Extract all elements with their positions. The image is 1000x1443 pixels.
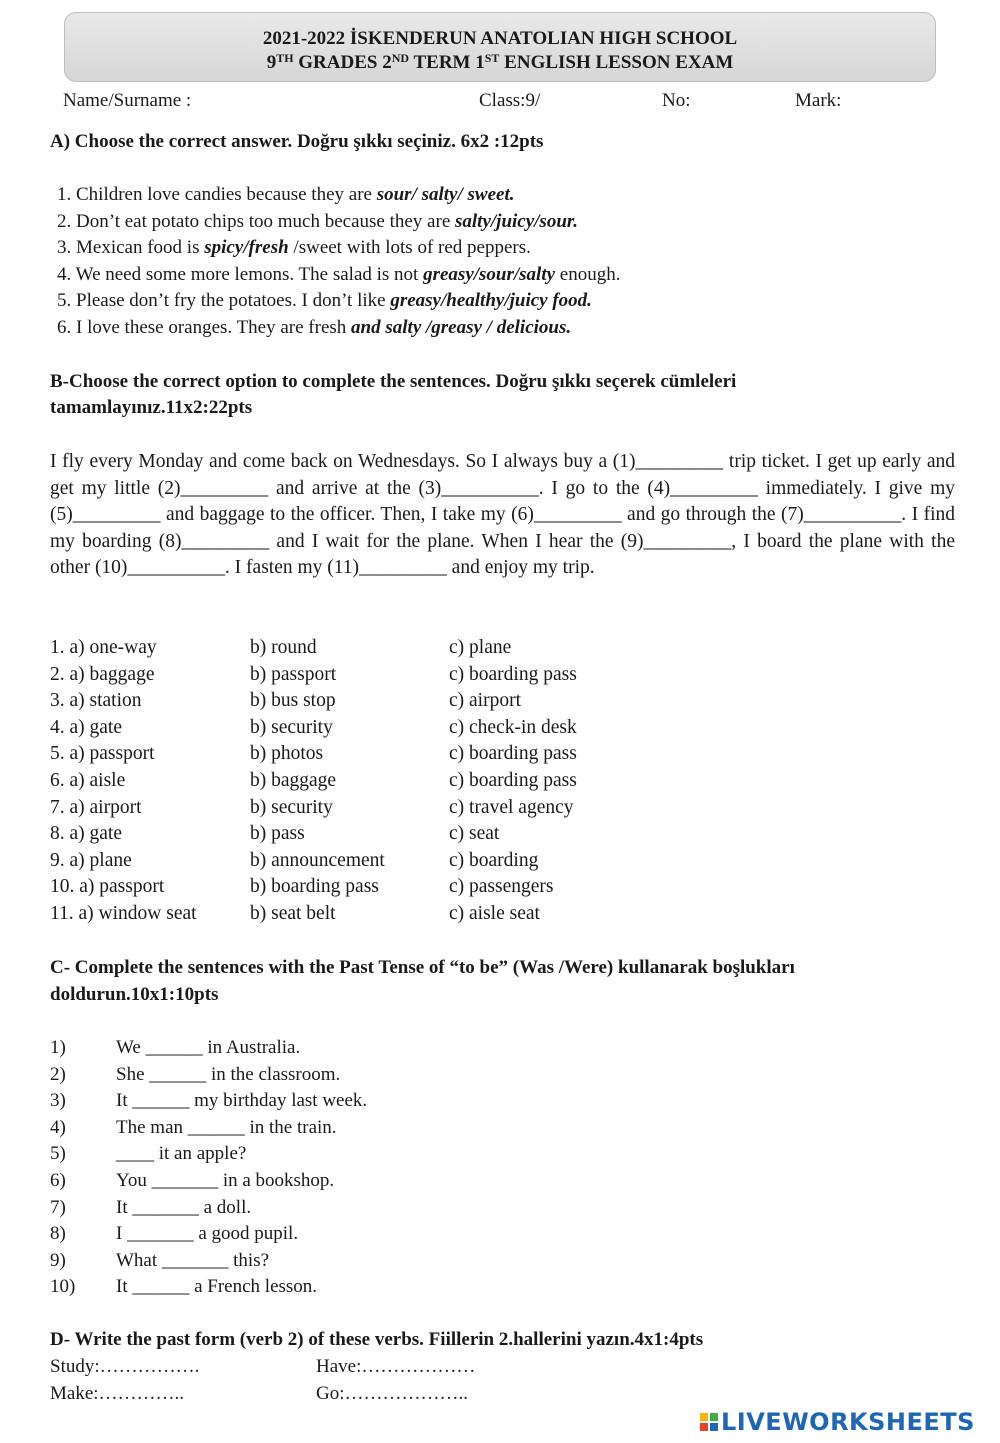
option-10-a[interactable]: 10. a) passport — [50, 876, 165, 897]
make-field[interactable]: Make:………….. — [50, 1383, 185, 1404]
option-3-a[interactable]: 3. a) station — [50, 690, 142, 711]
item-c-number: 2) — [50, 1064, 66, 1085]
section-d-title: D- Write the past form (verb 2) of these verbs. Fiillerin 2.hallerini yazın.4x1:4pts — [50, 1329, 704, 1350]
option-11-b[interactable]: b) seat belt — [250, 903, 336, 924]
option-8-b[interactable]: b) pass — [250, 823, 305, 844]
section-b-paragraph: I fly every Monday and come back on Wednesdays. So I always buy a (1)_________ trip ticket. I get up early and get my little (2)_________ and arrive at the (3)__________. I go to the (4)_________ immediately. I give my (5)_________ and baggage to the officer. Then, I take my (6)_________ and go through the (7)__________. I find my boarding (8)_________ and I wait for the plane. When I hear the (9)_________, I board the plane with the other (10)__________. I fasten my (11)_________ and enjoy my trip. — [50, 451, 955, 578]
logo-square-yellow — [700, 1413, 708, 1421]
answer-options[interactable]: and salty /greasy / delicious. — [351, 317, 572, 338]
option-2-c[interactable]: c) boarding pass — [449, 664, 577, 685]
exam-subtitle: 9TH GRADES 2ND TERM 1ST ENGLISH LESSON EXAM — [266, 51, 734, 73]
class-label: Class:9/ — [479, 90, 541, 111]
item-c-sentence[interactable]: We ______ in Australia. — [116, 1037, 301, 1058]
item-c-sentence[interactable]: ____ it an apple? — [116, 1143, 247, 1164]
option-5-b[interactable]: b) photos — [250, 743, 324, 764]
option-9-b[interactable]: b) announcement — [250, 850, 385, 871]
question-a-4: 4. We need some more lemons. The salad is not greasy/sour/salty enough. — [57, 264, 621, 285]
option-6-b[interactable]: b) baggage — [250, 770, 337, 791]
section-c-title-line1: C- Complete the sentences with the Past Tense of “to be” (Was /Were) kullanarak boşlukları — [50, 957, 795, 978]
question-a-6: 6. I love these oranges. They are fresh and salty /greasy / delicious. — [57, 317, 572, 338]
liveworksheets-logo-icon — [700, 1413, 718, 1431]
answer-options[interactable]: greasy/healthy/juicy food. — [390, 290, 592, 311]
option-4-a[interactable]: 4. a) gate — [50, 717, 123, 738]
option-7-a[interactable]: 7. a) airport — [50, 797, 142, 818]
section-c-title-line2: doldurun.10x1:10pts — [50, 984, 219, 1005]
question-a-5: 5. Please don’t fry the potatoes. I don’t like greasy/healthy/juicy food. — [57, 290, 592, 311]
item-c-sentence[interactable]: It ______ a French lesson. — [116, 1276, 318, 1297]
option-2-a[interactable]: 2. a) baggage — [50, 664, 155, 685]
answer-options[interactable]: sour/ salty/ sweet. — [376, 184, 515, 205]
answer-options[interactable]: salty/juicy/sour. — [455, 211, 578, 232]
mark-label: Mark: — [795, 90, 842, 111]
option-4-b[interactable]: b) security — [250, 717, 333, 738]
question-a-1: 1. Children love candies because they are sour/ salty/ sweet. — [57, 184, 515, 205]
option-6-c[interactable]: c) boarding pass — [449, 770, 577, 791]
option-1-b[interactable]: b) round — [250, 637, 317, 658]
option-9-c[interactable]: c) boarding — [449, 850, 539, 871]
item-c-number: 7) — [50, 1197, 66, 1218]
logo-square-green — [710, 1413, 718, 1421]
question-a-3: 3. Mexican food is spicy/fresh /sweet with lots of red peppers. — [57, 237, 531, 258]
option-1-a[interactable]: 1. a) one-way — [50, 637, 157, 658]
option-3-b[interactable]: b) bus stop — [250, 690, 336, 711]
option-8-a[interactable]: 8. a) gate — [50, 823, 123, 844]
name-surname-label: Name/Surname : — [63, 90, 192, 111]
option-3-c[interactable]: c) airport — [449, 690, 522, 711]
item-c-number: 4) — [50, 1117, 66, 1138]
item-c-number: 1) — [50, 1037, 66, 1058]
section-b-title-line2: tamamlayınız.11x2:22pts — [50, 397, 253, 418]
item-c-number: 8) — [50, 1223, 66, 1244]
option-5-c[interactable]: c) boarding pass — [449, 743, 577, 764]
option-5-a[interactable]: 5. a) passport — [50, 743, 155, 764]
item-c-sentence[interactable]: You _______ in a bookshop. — [116, 1170, 335, 1191]
option-7-b[interactable]: b) security — [250, 797, 333, 818]
item-c-sentence[interactable]: It _______ a doll. — [116, 1197, 252, 1218]
option-10-b[interactable]: b) boarding pass — [250, 876, 379, 897]
option-8-c[interactable]: c) seat — [449, 823, 500, 844]
item-c-sentence[interactable]: It ______ my birthday last week. — [116, 1090, 368, 1111]
item-c-number: 3) — [50, 1090, 66, 1111]
exam-title: 2021-2022 İSKENDERUN ANATOLIAN HIGH SCHOOL — [262, 28, 738, 49]
liveworksheets-logo — [700, 1407, 975, 1437]
question-a-2: 2. Don’t eat potato chips too much because they are salty/juicy/sour. — [57, 211, 578, 232]
item-c-number: 6) — [50, 1170, 66, 1191]
option-7-c[interactable]: c) travel agency — [449, 797, 574, 818]
answer-options[interactable]: greasy/sour/salty — [423, 264, 556, 285]
item-c-number: 9) — [50, 1250, 66, 1271]
section-b-title-line1: B-Choose the correct option to complete the sentences. Doğru şıkkı seçerek cümleleri — [50, 371, 737, 392]
option-6-a[interactable]: 6. a) aisle — [50, 770, 126, 791]
number-label: No: — [662, 90, 691, 111]
logo-square-blue — [710, 1423, 718, 1431]
option-1-c[interactable]: c) plane — [449, 637, 512, 658]
item-c-sentence[interactable]: What _______ this? — [116, 1250, 270, 1271]
item-c-sentence[interactable]: She ______ in the classroom. — [116, 1064, 341, 1085]
study-field[interactable]: Study:……………. — [50, 1356, 200, 1377]
item-c-sentence[interactable]: The man ______ in the train. — [116, 1117, 337, 1138]
item-c-sentence[interactable]: I _______ a good pupil. — [116, 1223, 299, 1244]
option-9-a[interactable]: 9. a) plane — [50, 850, 132, 871]
section-a-title: A) Choose the correct answer. Doğru şıkkı seçiniz. 6x2 :12pts — [50, 131, 544, 152]
liveworksheets-logo-text: LIVEWORKSHEETS — [721, 1408, 975, 1436]
answer-options[interactable]: spicy/fresh — [204, 237, 289, 258]
option-4-c[interactable]: c) check-in desk — [449, 717, 577, 738]
option-11-a[interactable]: 11. a) window seat — [50, 903, 197, 924]
go-field[interactable]: Go:……………….. — [316, 1383, 468, 1404]
option-2-b[interactable]: b) passport — [250, 664, 337, 685]
option-11-c[interactable]: c) aisle seat — [449, 903, 540, 924]
item-c-number: 5) — [50, 1143, 66, 1164]
option-10-c[interactable]: c) passengers — [449, 876, 554, 897]
logo-square-red — [700, 1423, 708, 1431]
item-c-number: 10) — [50, 1276, 76, 1297]
have-field[interactable]: Have:……………… — [316, 1356, 476, 1377]
